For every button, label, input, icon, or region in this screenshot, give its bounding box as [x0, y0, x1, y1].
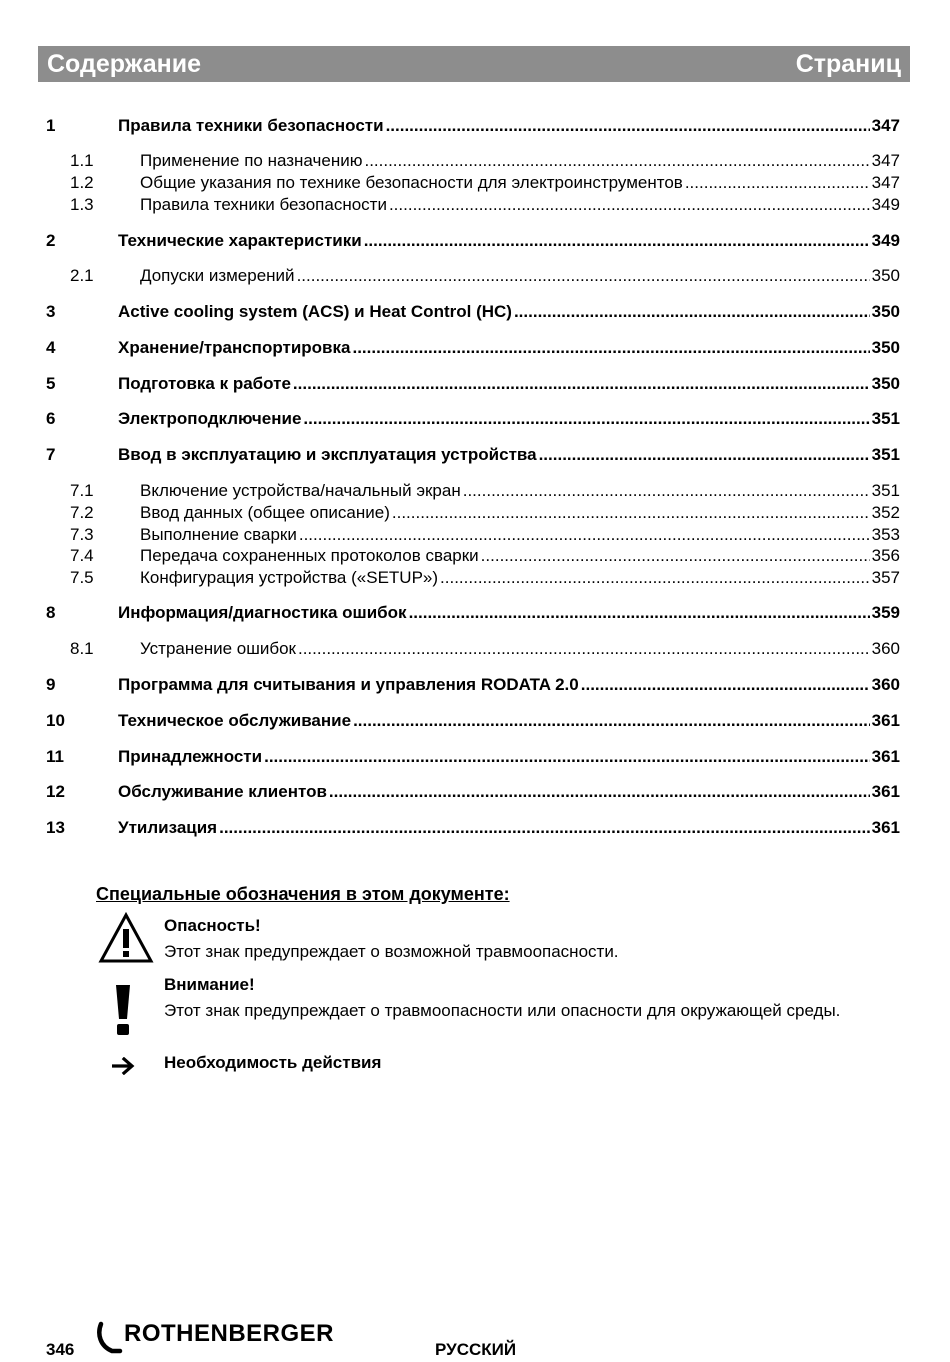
toc-entry[interactable] [46, 816, 900, 838]
toc-number: 13 [46, 818, 65, 837]
toc-leader-dots [514, 302, 870, 322]
toc-title: Включение устройства/начальный экран [140, 481, 461, 500]
toc-entry[interactable] [46, 171, 900, 193]
toc-entry[interactable] [46, 149, 900, 171]
toc-entry[interactable] [46, 780, 900, 802]
toc-entry[interactable] [46, 501, 900, 523]
footer-language: РУССКИЙ [435, 1340, 517, 1359]
toc-page: 350 [871, 266, 900, 285]
toc-page: 351 [871, 445, 900, 464]
rothenberger-logo-icon [96, 1320, 124, 1356]
toc-page: 353 [871, 525, 900, 544]
toc-leader-dots [481, 546, 870, 566]
toc-entry[interactable] [46, 566, 900, 588]
toc-page: 360 [871, 639, 900, 658]
toc-page: 356 [871, 546, 900, 565]
attention-label: Внимание! [164, 975, 255, 994]
page-number: 346 [46, 1340, 75, 1359]
toc-page: 351 [871, 409, 900, 428]
toc-number: 1.1 [70, 151, 94, 170]
toc-leader-dots [539, 445, 870, 465]
toc-page: 357 [871, 568, 900, 587]
toc-page: 352 [871, 503, 900, 522]
toc-title: Правила техники безопасности [140, 195, 387, 214]
toc-page: 347 [871, 116, 900, 135]
toc-number: 1 [46, 116, 56, 135]
toc-page: 350 [871, 338, 900, 357]
toc-title: Программа для считывания и управления RODATA 2.0 [118, 675, 579, 694]
warning-triangle-icon [98, 912, 154, 964]
toc-entry[interactable] [46, 601, 900, 623]
toc-entry[interactable] [46, 443, 900, 465]
toc-leader-dots [463, 481, 870, 501]
toc-page: 360 [871, 675, 900, 694]
toc-page: 350 [871, 374, 900, 393]
toc-number: 12 [46, 782, 65, 801]
toc-page: 349 [871, 231, 900, 250]
toc-title: Утилизация [118, 818, 218, 837]
toc-page: 361 [871, 782, 900, 801]
toc-entry[interactable] [46, 673, 900, 695]
toc-title: Хранение/транспортировка [118, 338, 351, 357]
toc-leader-dots [297, 266, 870, 286]
toc-title: Технические характеристики [118, 231, 362, 250]
toc-title: Ввод данных (общее описание) [140, 503, 390, 522]
toc-entry[interactable] [46, 114, 900, 136]
toc-page: 347 [871, 173, 900, 192]
header-title: Содержание [47, 49, 202, 78]
toc-title: Общие указания по технике безопасности для электроинструментов [140, 173, 683, 192]
toc-leader-dots [409, 603, 870, 623]
toc-title: Конфигурация устройства («SETUP») [140, 568, 439, 587]
toc-leader-dots [352, 338, 869, 358]
toc-title: Подготовка к работе [118, 374, 291, 393]
toc-page: 361 [871, 711, 900, 730]
toc-entry[interactable] [46, 193, 900, 215]
toc-entry[interactable] [46, 300, 900, 322]
toc-entry[interactable] [46, 264, 900, 286]
legend-title: Специальные обозначения в этом документе: [96, 884, 510, 904]
toc-leader-dots [298, 639, 870, 659]
header-bar [38, 46, 910, 82]
toc-number: 9 [46, 675, 56, 694]
toc-leader-dots [219, 818, 870, 838]
toc-entry[interactable] [46, 745, 900, 767]
toc-number: 7.3 [70, 525, 94, 544]
toc-leader-dots [303, 409, 869, 429]
toc-number: 8.1 [70, 639, 94, 658]
toc-title: Передача сохраненных протоколов сварки [140, 546, 479, 565]
attention-text: Этот знак предупреждает о травмоопасности или опасности для окружающей среды. [164, 1001, 841, 1020]
toc-page: 347 [871, 151, 900, 170]
arrow-right-icon [112, 1057, 136, 1075]
toc-title: Правила техники безопасности [118, 116, 384, 135]
toc-number: 5 [46, 374, 56, 393]
toc-number: 2.1 [70, 266, 94, 285]
toc-leader-dots [299, 525, 870, 545]
toc-entry[interactable] [46, 523, 900, 545]
toc-title: Принадлежности [118, 747, 263, 766]
toc-entry[interactable] [46, 372, 900, 394]
toc-leader-dots [392, 503, 870, 523]
toc-number: 7 [46, 445, 56, 464]
toc-number: 1.2 [70, 173, 94, 192]
toc-page: 361 [871, 818, 900, 837]
toc-leader-dots [364, 231, 870, 251]
toc-leader-dots [440, 568, 870, 588]
toc-title: Информация/диагностика ошибок [118, 603, 407, 622]
toc-number: 7.1 [70, 481, 94, 500]
toc-title: Устранение ошибок [140, 639, 296, 658]
toc-number: 1.3 [70, 195, 94, 214]
danger-label: Опасность! [164, 916, 261, 935]
toc-entry[interactable] [46, 479, 900, 501]
toc-entry[interactable] [46, 637, 900, 659]
toc-entry[interactable] [46, 709, 900, 731]
toc-leader-dots [293, 374, 870, 394]
toc-title: Электроподключение [118, 409, 302, 428]
toc-page: 351 [871, 481, 900, 500]
toc-number: 4 [46, 338, 56, 357]
toc-number: 11 [46, 747, 64, 766]
toc-entry[interactable] [46, 229, 900, 251]
toc-number: 6 [46, 409, 56, 428]
toc-number: 7.5 [70, 568, 94, 587]
danger-text: Этот знак предупреждает о возможной травмоопасности. [164, 942, 619, 961]
toc-number: 3 [46, 302, 56, 321]
toc-title: Выполнение сварки [140, 525, 297, 544]
toc-leader-dots [264, 747, 870, 767]
action-label: Необходимость действия [164, 1053, 382, 1072]
toc-leader-dots [353, 711, 870, 731]
brand-logo-text: ROTHENBERGER [124, 1320, 335, 1347]
header-page-label: Страниц [795, 49, 901, 78]
toc-title: Active cooling system (ACS) и Heat Control (HC) [118, 302, 512, 321]
toc-number: 2 [46, 231, 56, 250]
toc-number: 8 [46, 603, 56, 622]
toc-entry[interactable] [46, 544, 900, 566]
toc-number: 10 [46, 711, 65, 730]
toc-leader-dots [685, 173, 870, 193]
toc-page: 349 [871, 195, 900, 214]
toc-number: 7.2 [70, 503, 94, 522]
toc-leader-dots [389, 195, 870, 215]
toc-leader-dots [364, 151, 869, 171]
toc-entry[interactable] [46, 407, 900, 429]
toc-page: 359 [871, 603, 900, 622]
toc-title: Техническое обслуживание [118, 711, 352, 730]
toc-title: Допуски измерений [140, 266, 295, 285]
toc-title: Применение по назначению [140, 151, 363, 170]
toc-leader-dots [581, 675, 870, 695]
toc-entry[interactable] [46, 336, 900, 358]
toc-title: Ввод в эксплуатацию и эксплуатация устройства [118, 445, 537, 464]
toc-number: 7.4 [70, 546, 94, 565]
toc-leader-dots [329, 782, 870, 802]
toc-leader-dots [386, 116, 870, 136]
exclamation-icon [112, 981, 134, 1037]
toc-page: 350 [871, 302, 900, 321]
toc-title: Обслуживание клиентов [118, 782, 327, 801]
toc-page: 361 [871, 747, 900, 766]
